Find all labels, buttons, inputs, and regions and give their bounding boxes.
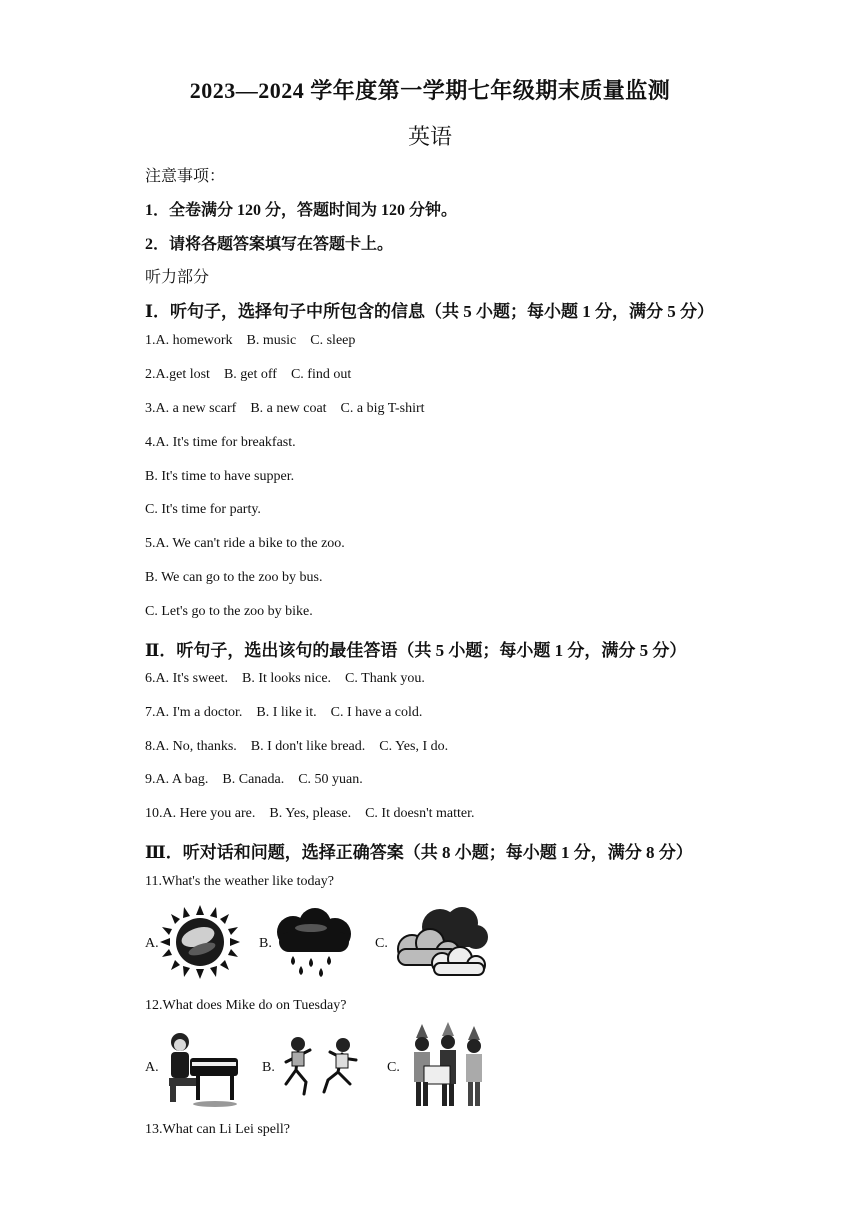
question-line: 10.A. Here you are. B. Yes, please. C. It doesn't matter.: [145, 806, 475, 821]
question-line: 2.A.get lost B. get off C. find out: [145, 367, 352, 382]
party-people-icon: [404, 1022, 490, 1115]
question-line: B. It's time to have supper.: [145, 469, 295, 484]
question-12: 12.What does Mike do on Tuesday?: [145, 998, 347, 1013]
question-line: C. Let's go to the zoo by bike.: [145, 604, 313, 619]
cloudy-icon: [390, 905, 490, 986]
question-11: 11.What's the weather like today?: [145, 874, 334, 889]
question-line: B. We can go to the zoo by bus.: [145, 570, 323, 585]
question-line: C. It's time for party.: [145, 502, 261, 517]
exam-subject: 英语: [407, 124, 452, 149]
option-label: C.: [375, 936, 388, 951]
option-label: A.: [145, 936, 159, 951]
question-line: 7.A. I'm a doctor. B. I like it. C. I have a cold.: [145, 705, 423, 720]
question-13: 13.What can Li Lei spell?: [145, 1122, 290, 1137]
question-line: 1.A. homework B. music C. sleep: [145, 333, 356, 348]
question-line: 5.A. We can't ride a bike to the zoo.: [145, 536, 345, 551]
question-line: 4.A. It's time for breakfast.: [145, 435, 296, 450]
option-label: C.: [387, 1060, 400, 1075]
listening-label: 听力部分: [145, 269, 210, 286]
section-heading-3: Ⅲ．听对话和问题，选择正确答案（共 8 小题；每小题 1 分，满分 8 分）: [145, 843, 693, 862]
option-label: A.: [145, 1060, 159, 1075]
question-line: 6.A. It's sweet. B. It looks nice. C. Thank you.: [145, 671, 425, 686]
question-line: 8.A. No, thanks. B. I don't like bread. C. Yes, I do.: [145, 739, 449, 754]
section-heading-2: Ⅱ．听句子，选出该句的最佳答语（共 5 小题；每小题 1 分，满分 5 分）: [145, 641, 687, 660]
running-kids-icon: [276, 1030, 372, 1109]
question-line: 9.A. A bag. B. Canada. C. 50 yuan.: [145, 772, 363, 787]
note-item: 1．全卷满分 120 分，答题时间为 120 分钟。: [145, 202, 458, 219]
option-label: B.: [259, 936, 272, 951]
question-line: 3.A. a new scarf B. a new coat C. a big T-shirt: [145, 401, 425, 416]
option-label: B.: [262, 1060, 275, 1075]
rain-cloud-icon: [271, 908, 355, 983]
note-item: 2．请将各题答案填写在答题卡上。: [145, 236, 394, 253]
sun-icon: [158, 905, 242, 984]
section-heading-1: Ⅰ．听句子，选择句子中所包含的信息（共 5 小题；每小题 1 分，满分 5 分）: [145, 302, 714, 321]
exam-title: 2023—2024 学年度第一学期七年级期末质量监测: [189, 78, 671, 103]
notes-heading: 注意事项：: [145, 168, 226, 185]
piano-player-icon: [160, 1028, 242, 1113]
